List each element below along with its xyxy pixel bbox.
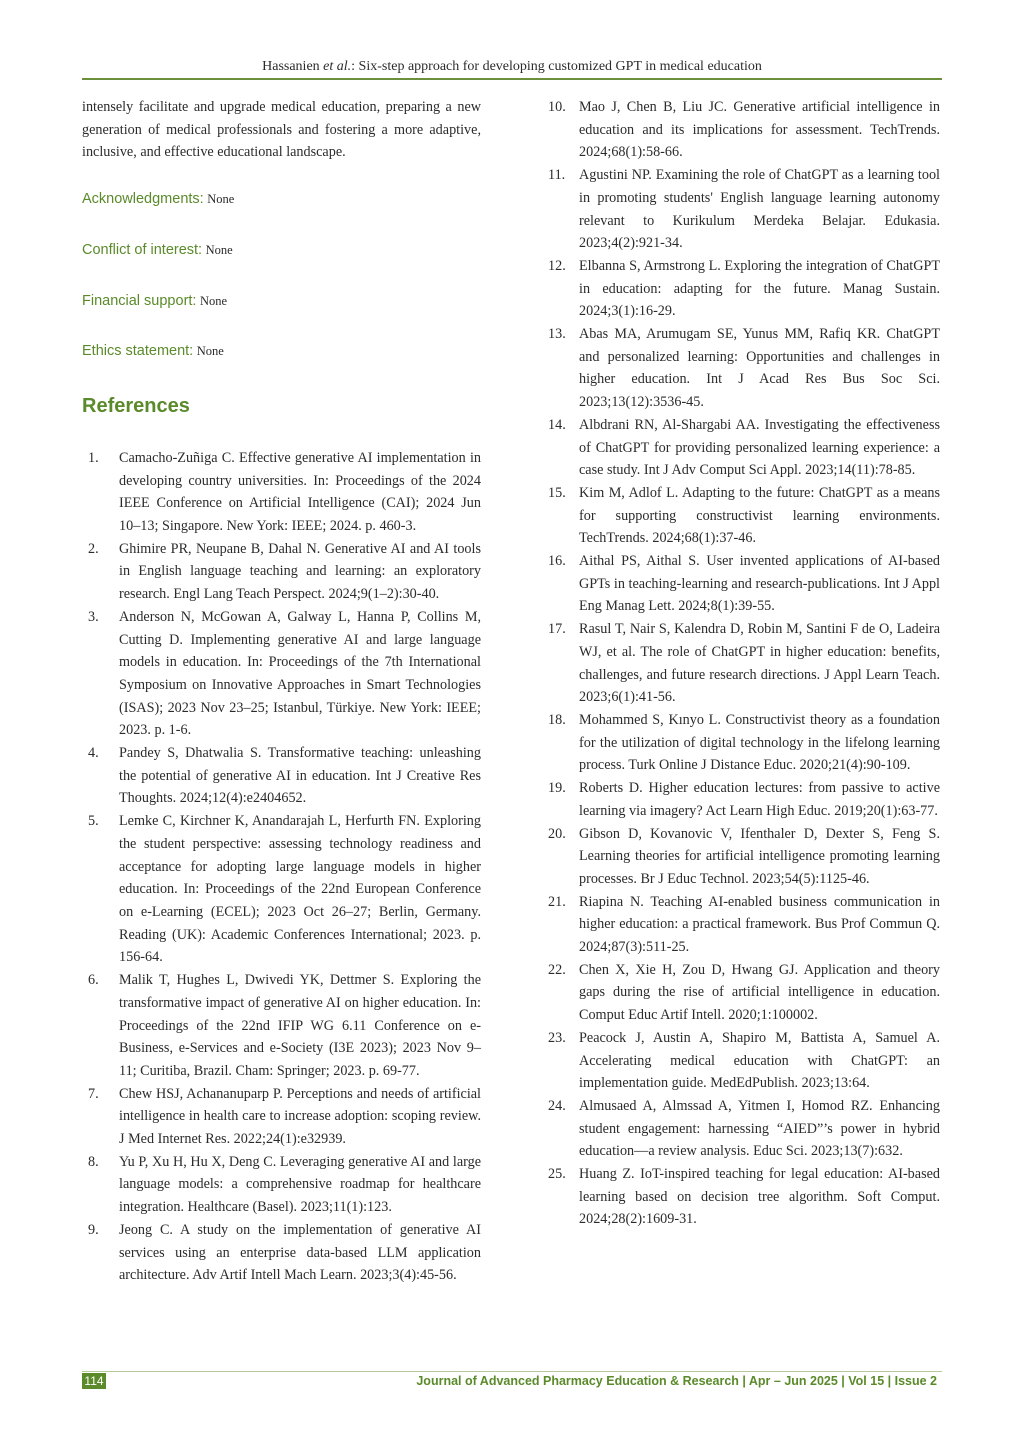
reference-text: Kim M, Adlof L. Adapting to the future: ChatGPT as a means for supporting constructivist learning environments. TechTrends. 2024;68(1):37-46.: [579, 484, 940, 547]
reference-text: Albdrani RN, Al-Shargabi AA. Investigating the effectiveness of ChatGPT for providing personalized learning experience: a case study. Int J Adv Comput Sci Appl. 2023;14(11):78-85.: [579, 416, 940, 479]
reference-text: Camacho-Zuñiga C. Effective generative AI implementation in developing country universities. In: Proceedings of the 2024 IEEE Conference on Artificial Intelligence (CAI); 2024 Jun 10–13; Singapore. New York: IEEE; 2024. p. 460-3.: [119, 449, 481, 535]
reference-text: Ghimire PR, Neupane B, Dahal N. Generative AI and AI tools in English language teaching and learning: an exploratory research. Engl Lang Teach Perspect. 2024;9(1–2):30-40.: [119, 540, 481, 603]
reference-list-left: [82, 447, 481, 1287]
reference-number: 5.: [88, 813, 99, 830]
reference-item: [542, 1027, 940, 1095]
reference-number: 14.: [548, 416, 566, 433]
reference-number: 18.: [548, 711, 566, 728]
declaration-financial: [82, 290, 481, 313]
reference-number: 10.: [548, 99, 566, 115]
reference-number: 25.: [548, 1166, 566, 1183]
reference-number: 7.: [88, 1085, 99, 1102]
reference-number: 9.: [88, 1221, 99, 1238]
reference-item: [542, 891, 940, 959]
reference-number: 2.: [88, 540, 99, 557]
declaration-value: None: [205, 242, 233, 257]
declaration-acknowledgments: [82, 188, 481, 211]
reference-text: Lemke C, Kirchner K, Anandarajah L, Herfurth FN. Exploring the student perspective: assessing technology readiness and acceptance for adopting large language models in higher education. In: Proceedings of the 22nd European Conference on e-Learning (ECEL); 2023 Oct 26–27; Berlin, Germany. Reading (UK): Academic Conferences International; 2023. p. 156-64.: [119, 813, 481, 966]
declaration-label: Financial support:: [82, 292, 197, 309]
reference-item: [82, 969, 481, 1083]
reference-text: Chew HSJ, Achananuparp P. Perceptions and needs of artificial intelligence in health care to increase adoption: scoping review. J Med Internet Res. 2022;24(1):e32939.: [119, 1085, 481, 1148]
reference-item: [542, 164, 940, 255]
reference-number: 23.: [548, 1029, 566, 1046]
reference-number: 6.: [88, 972, 99, 989]
declaration-label: Ethics statement:: [82, 343, 194, 360]
reference-item: [542, 618, 940, 709]
reference-number: 21.: [548, 893, 566, 910]
reference-number: 13.: [548, 326, 566, 343]
header-divider: [82, 78, 942, 80]
reference-text: Rasul T, Nair S, Kalendra D, Robin M, Santini F de O, Ladeira WJ, et al. The role of ChatGPT in higher education: benefits, challenges, and future research directions. J Appl Learn Teach. 2023;6(1):41-56.: [579, 621, 940, 706]
reference-text: Chen X, Xie H, Zou D, Hwang GJ. Application and theory gaps during the rise of artificial intelligence in education. Comput Educ Artif Intell. 2020;1:100002.: [579, 961, 940, 1024]
declaration-value: None: [207, 192, 235, 207]
reference-item: [542, 823, 940, 891]
reference-item: [542, 777, 940, 822]
reference-number: 22.: [548, 961, 566, 978]
reference-text: Agustini NP. Examining the role of ChatGPT as a learning tool in promoting students' English language learning autonomy relevant to Kurikulum Merdeka Belajar. Edukasia. 2023;4(2):921-34.: [579, 167, 940, 252]
reference-text: Abas MA, Arumugam SE, Yunus MM, Rafiq KR. ChatGPT and personalized learning: Opportunities and challenges in higher education. Int J Acad Res Bus Soc Sci. 2023;13(12):3536-45.: [579, 326, 940, 411]
reference-number: 17.: [548, 621, 566, 638]
reference-number: 20.: [548, 825, 566, 842]
footer-divider: [82, 1371, 942, 1372]
reference-item: [82, 1151, 481, 1219]
reference-number: 19.: [548, 780, 566, 797]
header-et-al: et al.: [323, 59, 352, 74]
declaration-conflict: [82, 239, 481, 262]
reference-text: Malik T, Hughes L, Dwivedi YK, Dettmer S. Exploring the transformative impact of generative AI on higher education. In: Proceedings of the 22nd IFIP WG 6.11 Conference on e-Business, e-Services and e-Society (I3E 2023); 2023 Nov 9–11; Curitiba, Brazil. Cham: Springer; 2023. p. 69-77.: [119, 972, 481, 1079]
reference-item: [542, 482, 940, 550]
reference-text: Elbanna S, Armstrong L. Exploring the integration of ChatGPT in education: adapting for the future. Manag Sustain. 2024;3(1):16-29.: [579, 257, 940, 320]
reference-item: [542, 323, 940, 414]
reference-number: 12.: [548, 257, 566, 274]
reference-item: [82, 447, 481, 538]
reference-text: Aithal PS, Aithal S. User invented applications of AI-based GPTs in teaching-learning and research-publications. Int J Appl Eng Manag Lett. 2024;8(1):39-55.: [579, 553, 940, 615]
reference-item: [542, 959, 940, 1027]
reference-item: [542, 96, 940, 164]
declaration-ethics: [82, 340, 481, 363]
reference-list-right: [542, 96, 940, 1231]
reference-number: 16.: [548, 553, 566, 570]
header-title: : Six-step approach for developing customized GPT in medical education: [351, 59, 762, 74]
intro-paragraph: intensely facilitate and upgrade medical education, preparing a new generation of medical professionals and fostering a more adaptive, inclusive, and effective educational landscape.: [82, 99, 481, 161]
reference-text: Pandey S, Dhatwalia S. Transformative teaching: unleashing the potential of generative AI in education. Int J Creative Res Thoughts. 2024;12(4):e2404652.: [119, 745, 481, 807]
reference-item: [82, 1083, 481, 1151]
reference-text: Almusaed A, Almssad A, Yitmen I, Homod RZ. Enhancing student engagement: harnessing “AIED”’s power in hybrid education—a review analysis. Educ Sci. 2023;13(7):632.: [579, 1097, 940, 1160]
reference-text: Gibson D, Kovanovic V, Ifenthaler D, Dexter S, Feng S. Learning theories for artificial intelligence promoting learning processes. Br J Educ Technol. 2023;54(5):1125-46.: [579, 825, 940, 887]
reference-item: [82, 810, 481, 969]
reference-number: 24.: [548, 1097, 566, 1114]
reference-text: Anderson N, McGowan A, Galway L, Hanna P, Collins M, Cutting D. Implementing generative AI and large language models in education. In: Proceedings of the 7th International Symposium on Innovative Approaches in Smart Technologies (ISAS); 2023 Nov 23–25; Istanbul, Türkiye. New York: IEEE; 2023. p. 1-6.: [119, 608, 481, 739]
journal-citation: Journal of Advanced Pharmacy Education & Research | Apr – Jun 2025 | Vol 15 | Issue 2: [416, 1374, 937, 1388]
reference-text: Mao J, Chen B, Liu JC. Generative artificial intelligence in education and its implications for assessment. TechTrends. 2024;68(1):58-66.: [579, 99, 940, 161]
reference-item: [542, 1095, 940, 1163]
reference-text: Riapina N. Teaching AI-enabled business communication in higher education: a practical framework. Bus Prof Commun Q. 2024;87(3):511-25.: [579, 893, 940, 956]
reference-number: 4.: [88, 745, 99, 762]
reference-item: [542, 550, 940, 618]
reference-item: [82, 538, 481, 606]
reference-item: [542, 414, 940, 482]
header-authors: Hassanien: [262, 59, 324, 74]
reference-number: 1.: [88, 449, 99, 466]
page-number-badge: 114: [82, 1373, 106, 1389]
running-header: [82, 58, 942, 76]
reference-number: 11.: [548, 167, 566, 184]
reference-text: Roberts D. Higher education lectures: from passive to active learning via imagery? Act Learn High Educ. 2019;20(1):63-77.: [579, 780, 940, 819]
right-column: [542, 96, 940, 1231]
reference-item: [542, 1163, 940, 1231]
reference-item: [82, 742, 481, 810]
references-heading: References: [82, 394, 190, 417]
reference-text: Huang Z. IoT-inspired teaching for legal education: AI-based learning based on decision tree algorithm. Soft Comput. 2024;28(2):1609-31.: [579, 1166, 940, 1228]
reference-number: 15.: [548, 484, 566, 501]
left-column: [82, 96, 481, 1287]
declaration-value: None: [196, 344, 224, 359]
reference-text: Peacock J, Austin A, Shapiro M, Battista A, Samuel A. Accelerating medical education with ChatGPT: an implementation guide. MedEdPublish. 2023;13:64.: [579, 1029, 940, 1092]
reference-number: 3.: [88, 608, 99, 625]
declaration-label: Acknowledgments:: [82, 191, 204, 208]
reference-item: [82, 606, 481, 742]
reference-number: 8.: [88, 1153, 99, 1170]
reference-item: [542, 709, 940, 777]
reference-text: Yu P, Xu H, Hu X, Deng C. Leveraging generative AI and large language models: a comprehensive roadmap for healthcare integration. Healthcare (Basel). 2023;11(1):123.: [119, 1153, 481, 1216]
reference-item: [82, 1219, 481, 1287]
reference-text: Mohammed S, Kınyo L. Constructivist theory as a foundation for the utilization of digital technology in the lifelong learning process. Turk Online J Distance Educ. 2020;21(4):90-109.: [579, 711, 940, 774]
declaration-value: None: [200, 293, 228, 308]
reference-text: Jeong C. A study on the implementation of generative AI services using an enterprise data-based LLM application architecture. Adv Artif Intell Mach Learn. 2023;3(4):45-56.: [119, 1221, 481, 1284]
declaration-label: Conflict of interest:: [82, 241, 203, 258]
reference-item: [542, 255, 940, 323]
